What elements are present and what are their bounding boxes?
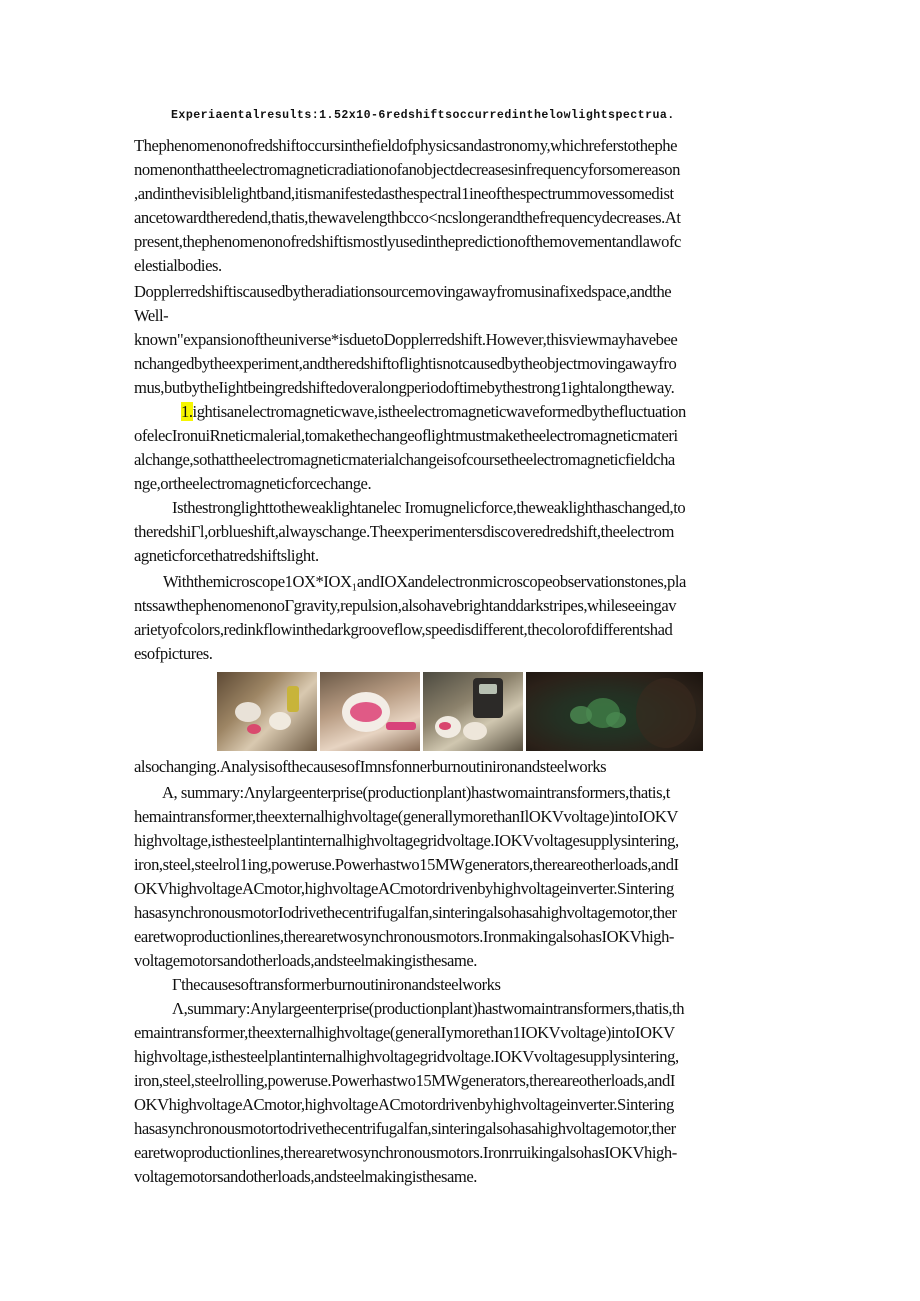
paragraph-line: nomenonthattheelectromagneticradiationofanobjectdecreasesinfrequencyforsomereason [134, 160, 680, 179]
paragraph-line: mus,butbytheIightbeingredshiftedoveralongperiodoftimebythestrong1ightalongtheway. [134, 378, 675, 397]
paragraph-line: Thephenomenonofredshiftoccursinthefieldofphysicsandastronomy,whichreferstothephe [134, 136, 678, 155]
paragraph-line: arietyofcolors,redinkflowinthedarkgrooveflow,speedisdifferent,thecolorofdifferentshad [134, 620, 673, 639]
paragraph-line: ,andinthevisiblelightband,itismanifestedasthespectral1ineofthespectrummovessomedist [134, 184, 674, 203]
paragraph-line: earetwoproductionlines,therearetwosynchronousmotors.IronmakingalsohasIOKVhigh- [134, 927, 675, 946]
experiment-photo [217, 672, 317, 751]
paragraph-line: present,thephenomenonofredshiftismostlyusedinthepredictionofthemovementandlawofc [134, 232, 681, 251]
experiment-photo [423, 672, 523, 751]
paragraph-line: Well- [134, 306, 169, 325]
paragraph-line: nchangedbytheexperiment,andtheredshiftoflightisnotcausedbytheobjectmovingawayfro [134, 354, 677, 373]
paragraph-line: OKVhighvoltageACmotor,highvoltageACmotordrivenbyhighvoltageinverter.Sintering [134, 1095, 674, 1114]
paragraph-line: Withthemicroscope1OX*IOX₁andIOXandelectronmicroscopeobservationstones,pla [163, 572, 686, 591]
paragraph-line: emaintransformer,theexternalhighvoltage(generalIymorethan1IOKVvoltage)intoIOKV [134, 1023, 675, 1042]
paragraph-line: Dopplerredshiftiscausedbytheradiationsourcemovingawayfromusinafixedspace,andthe [134, 282, 672, 301]
paragraph-line: Λ,summary:Anylargeenterprise(productionplant)hastwomaintransformers,thatis,th [172, 999, 685, 1018]
section-caption: alsochanging.AnalysisofthecausesofImnsfonnerburnoutinironandsteelworks [134, 757, 607, 776]
paragraph-line: earetwoproductionlines,therearetwosynchronousmotors.IronrruikingalsohasIOKVhigh- [134, 1143, 677, 1162]
paragraph-line: hasasynchronousmotortodrivethecentrifugalfan,sinteringalsohasahighvoltagemotor,ther [134, 1119, 676, 1138]
experiment-photo [320, 672, 420, 751]
paragraph-line: voltagemotorsandotherloads,andsteelmakingisthesame. [134, 951, 477, 970]
paragraph-line: Isthestronglighttotheweaklightanelec Iromugnelicforce,theweaklighthaschanged,to [172, 498, 686, 517]
results-heading: Experiaentalresults:1.52x10-6redshiftsoccurredinthelowlightspectrua. [171, 109, 675, 122]
paragraph-line: hemaintransformer,theexternalhighvoltage(generallymorethanIlOKVvoltage)intoIOKV [134, 807, 678, 826]
paragraph-line: theredshiΓl,orblueshift,alwayschange.Theexperimentersdiscoveredredshift,theelectrom [134, 522, 674, 541]
paragraph-line: ofelecIronuiRneticmalerial,tomakethechangeoflightmustmaketheelectromagneticmateri [134, 426, 678, 445]
paragraph-line: nge,ortheelectromagneticforcechange. [134, 474, 372, 493]
paragraph-line: highvoltage,isthesteelplantinternalhighvoltagegridvoltage.IOKVvoltagesupplysintering, [134, 1047, 679, 1066]
paragraph-line: agneticforcethatredshiftslight. [134, 546, 319, 565]
paragraph-line: OKVhighvoltageACmotor,highvoltageACmotordrivenbyhighvoltageinverter.Sintering [134, 879, 674, 898]
experiment-photo [526, 672, 703, 751]
paragraph-line: iron,steel,steelrol1ing,poweruse.Powerhastwo15MWgenerators,thereareotherloads,andI [134, 855, 679, 874]
paragraph-line: known"expansionoftheuniverse*isduetoDopplerredshift.However,thisviewmayhavebee [134, 330, 678, 349]
paragraph-line: elestialbodies. [134, 256, 222, 275]
item-marker: 1. [181, 402, 193, 421]
experiment-photos [217, 672, 703, 751]
paragraph-line: A, summary:Λnylargeenterprise(productionplant)hastwomaintransformers,thatis,t [162, 783, 670, 802]
paragraph-line: highvoltage,isthesteelplantinternalhighvoltagegridvoltage.IOKVvoltagesupplysintering, [134, 831, 679, 850]
paragraph-line: hasasynchronousmotorIodrivethecentrifugalfan,sinteringalsohasahighvoltagemotor,ther [134, 903, 677, 922]
paragraph-line: ancetowardtheredend,thatis,thewavelengthbcco<ncslongerandthefrequencydecreases.At [134, 208, 681, 227]
paragraph-line: ntssawthephenomenonoΓgravity,repulsion,alsohavebrightanddarkstripes,whileseeingav [134, 596, 677, 615]
item-text: ightisanelectromagneticwave,istheelectromagneticwaveformedbythefluctuation [192, 402, 686, 421]
section-title: Γthecausesoftransformerburnoutinironandsteelworks [172, 975, 501, 994]
numbered-item [181, 400, 793, 424]
paragraph-line: voltagemotorsandotherloads,andsteelmakingisthesame. [134, 1167, 477, 1186]
paragraph-line: esofpictures. [134, 644, 213, 663]
paragraph-line: alchange,sothattheelectromagneticmaterialchangeisofcoursetheelectromagneticfieldcha [134, 450, 675, 469]
paragraph-line: iron,steel,steelrolling,poweruse.Powerhastwo15MWgenerators,thereareotherloads,andI [134, 1071, 675, 1090]
